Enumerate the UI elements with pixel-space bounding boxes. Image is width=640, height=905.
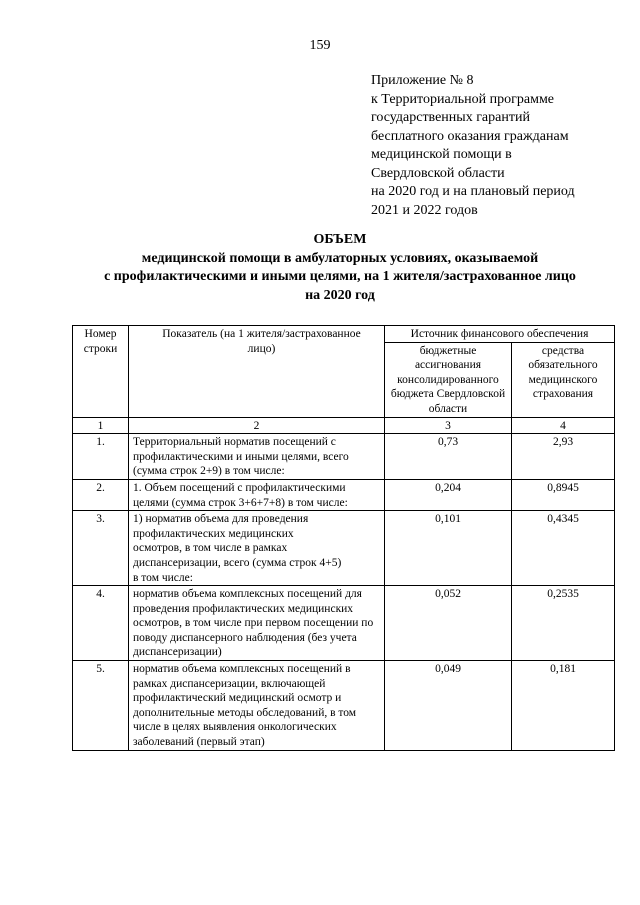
- title-line: медицинской помощи в амбулаторных условиях, оказываемой: [141, 250, 539, 266]
- volume-table: [72, 325, 615, 751]
- column-number: 3: [385, 417, 512, 434]
- title-line: на 2020 год: [305, 287, 375, 303]
- row-indicator: норматив объема комплексных посещений для проведения профилактических медицинских осмотров, в том числе при первом посещении по поводу диспансерного наблюдения (без учета диспансеризации): [129, 586, 385, 661]
- title-line: ОБЪЕМ: [313, 232, 367, 247]
- table-row: [73, 479, 615, 510]
- header-indicator: Показатель (на 1 жителя/застрахованное лицо): [129, 326, 385, 418]
- table-header-row: [73, 326, 615, 343]
- appendix-line: к Территориальной программе: [371, 91, 555, 107]
- row-indicator: Территориальный норматив посещений с профилактическими и иными целями, всего (сумма строк 2+9) в том числе:: [129, 434, 385, 480]
- title-line: с профилактическими и иными целями, на 1 жителя/застрахованное лицо: [104, 269, 576, 284]
- row-indicator: 1) норматив объема для проведения профилактических медицинских осмотров, в том числе в рамках диспансеризации, всего (сумма строк 4+5) в том числе:: [129, 511, 385, 586]
- appendix-line: 2021 и 2022 годов: [371, 202, 478, 218]
- row-budget-value: 0,049: [385, 661, 512, 751]
- row-budget-value: 0,204: [385, 479, 512, 510]
- row-insurance-value: 0,181: [512, 661, 615, 751]
- row-number: 3.: [73, 511, 129, 586]
- row-budget-value: 0,73: [385, 434, 512, 480]
- column-number: 2: [129, 417, 385, 434]
- row-budget-value: 0,101: [385, 511, 512, 586]
- row-number: 2.: [73, 479, 129, 510]
- appendix-line: на 2020 год и на плановый период: [371, 184, 575, 199]
- appendix-line: бесплатного оказания гражданам: [371, 128, 569, 144]
- column-number: 4: [512, 417, 615, 434]
- column-number: 1: [73, 417, 129, 434]
- row-indicator: норматив объема комплексных посещений в рамках диспансеризации, включающей профилактический медицинский осмотр и дополнительные методы обследований, в том числе в целях выявления онкологических заболеваний (первый этап): [129, 661, 385, 751]
- row-budget-value: 0,052: [385, 586, 512, 661]
- appendix-line: Свердловской области: [371, 165, 505, 181]
- appendix-line: медицинской помощи в: [371, 147, 512, 162]
- document-title: [60, 231, 620, 305]
- table-row: [73, 511, 615, 586]
- appendix-line: государственных гарантий: [371, 110, 530, 125]
- column-numbers-row: [73, 417, 615, 434]
- row-number: 4.: [73, 586, 129, 661]
- table-row: [73, 434, 615, 480]
- appendix-line: Приложение № 8: [371, 73, 474, 88]
- header-budget: бюджетные ассигнования консолидированного бюджета Свердловской области: [385, 342, 512, 417]
- row-insurance-value: 2,93: [512, 434, 615, 480]
- row-insurance-value: 0,2535: [512, 586, 615, 661]
- row-insurance-value: 0,8945: [512, 479, 615, 510]
- row-indicator: 1. Объем посещений с профилактическими целями (сумма строк 3+6+7+8) в том числе:: [129, 479, 385, 510]
- row-number: 5.: [73, 661, 129, 751]
- page-number: 159: [309, 38, 331, 53]
- row-insurance-value: 0,4345: [512, 511, 615, 586]
- table-row: [73, 586, 615, 661]
- header-insurance: средства обязательного медицинского страхования: [512, 342, 615, 417]
- header-row-number: Номер строки: [73, 326, 129, 418]
- row-number: 1.: [73, 434, 129, 480]
- appendix-note: [371, 72, 621, 220]
- header-source: Источник финансового обеспечения: [385, 326, 615, 343]
- table-row: [73, 661, 615, 751]
